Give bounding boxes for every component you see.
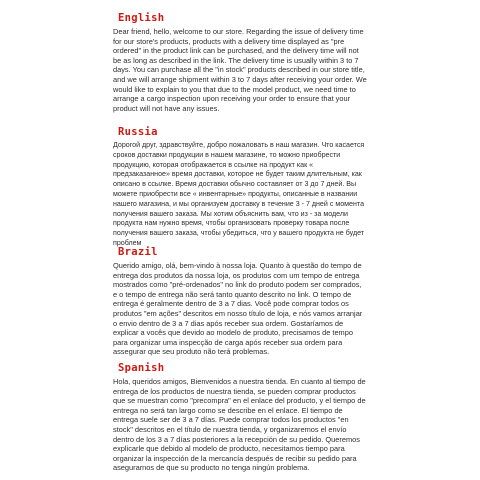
section-spanish: [113, 362, 367, 473]
section-text-spanish: Hola, queridos amigos, Bienvenidos a nuestra tienda. En cuanto al tiempo de entrega de los productos de nuestra tienda, se pueden comprar productos que se muestran como "precompra" en el enlace del producto, y el tiempo de entrega no será tan largo como se describe en el enlace. El tiempo de entrega suele ser de 3 a 7 días. Puede comprar todos los productos "en stock" descritos en el título de nuestra tienda, y organizaremos el envío dentro de los 3 a 7 días posteriores a la recepción de su pedido. Queremos explicarle que debido al modelo de producto, necesitamos tiempo para organizar la inspección de la mercancía después de recibir su pedido para asegurarnos de que su producto no tenga ningún problema.: [113, 377, 366, 473]
section-text-english: Dear friend, hello, welcome to our store. Regarding the issue of delivery time for our store's products, products with a delivery time displayed as "pre ordered" in the product link can be purchased, and the delivery time will not be as long as described in the link. The delivery time is usually within 3 to 7 days. You can purchase all the "in stock" products described in our store title, and we will arrange shipment within 3 to 7 days after receiving your order. We would like to explain to you that due to the model product, we need time to arrange a cargo inspection upon receiving your order to ensure that your product will not have any issues.: [113, 27, 367, 113]
section-brazil: [113, 246, 367, 357]
section-heading-english: English: [118, 12, 165, 24]
section-english: [113, 12, 367, 113]
section-russia: [113, 126, 367, 249]
section-text-brazil: Querido amigo, olá, bem-vindo à nossa loja. Quanto à questão do tempo de entrega dos produtos da nossa loja, os produtos com um tempo de entrega mostrados como "pré-ordenados" no link do produto podem ser comprados, e o tempo de entrega não será tanto quanto descrito no link. O tempo de entrega é geralmente dentro de 3 a 7 dias. Você pode comprar todos os produtos "em ações" descritos em nosso título de loja, e nós vamos arranjar o envio dentro de 3 a 7 dias após receber sua ordem. Gostaríamos de explicar a vocês que devido ao modelo de produto, precisamos de tempo para organizar uma inspecção de carga após receber sua ordem para assegurar que seu produto não terá problemas.: [113, 261, 363, 357]
section-heading-russia: Russia: [118, 126, 158, 138]
section-text-russia: Дорогой друг, здравствуйте, добро пожаловать в наш магазин. Что касается сроков доставки продукции в нашем магазине, то можно приобрести продукцию, которая отображается в ссылке на продукт как « предзаказанное» время доставки, которое не будет таким длительным, как описано в ссылке. Время доставки обычно составляет от 3 до 7 дней. Вы можете приобрести все « инвентарные» продукты, описанные в названии нашего магазина, и мы организуем доставку в течение 3 - 7 дней с момента получения вашего заказа. Мы хотим объяснить вам, что из - за модели продукта нам нужно время, чтобы организовать проверку товара после получения вашего заказа, чтобы убедиться, что у вашего продукта не будет проблем: [113, 141, 365, 247]
section-heading-brazil: Brazil: [118, 246, 158, 258]
section-heading-spanish: Spanish: [118, 362, 165, 374]
